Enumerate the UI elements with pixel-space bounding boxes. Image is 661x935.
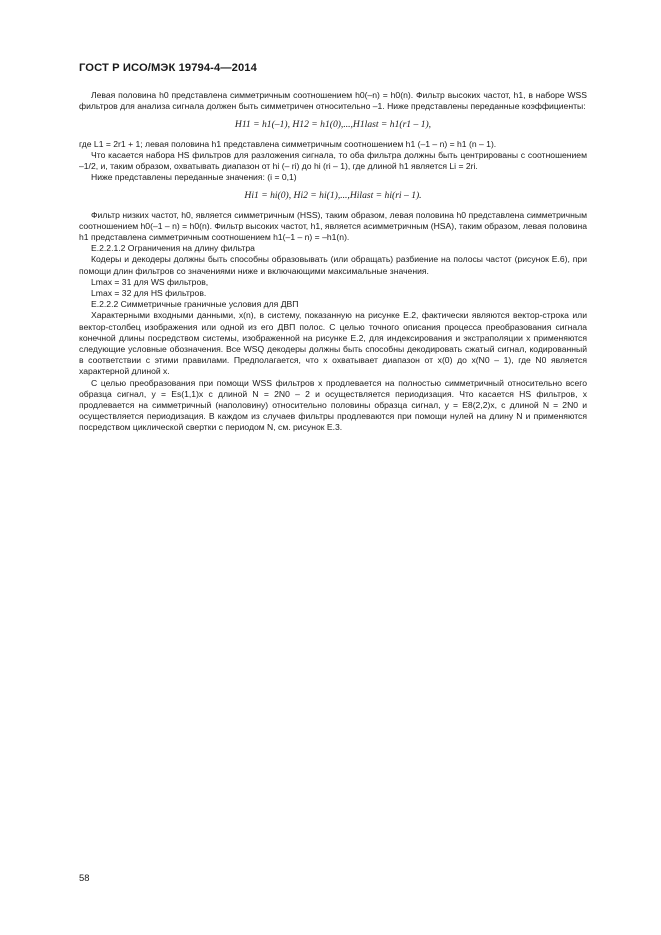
paragraph-5: Фильтр низких частот, h0, является симметричным (HSS), таким образом, левая половина h0 представлена симметричным соотношением h0(–1 – n) = h0(n). Фильтр высоких частот, h1, является асимметричным (HSA), таким образом, левая половина h1 представлена симметричным соотношением h1(–1 – n) = –h1(n).	[79, 209, 587, 243]
formula-h1: H11 = h1(–1), H12 = h1(0),...,H1last = h1(r1 – 1),	[234, 119, 432, 131]
lmax-ws: Lmax = 31 для WS фильтров,	[91, 276, 209, 287]
standard-header: ГОСТ Р ИСО/МЭК 19794-4—2014	[79, 62, 257, 74]
paragraph-6: Кодеры и декодеры должны быть способны образовывать (или обращать) разбиение на полосы частот (рисунок E.6), при помощи длин фильтров со значениями ниже и включающими максимальные значения.	[79, 254, 587, 276]
paragraph-4: Ниже представлены переданные значения: (i = 0,1)	[91, 172, 297, 183]
section-heading-boundary: E.2.2.2 Симметричные граничные условия для ДВП	[91, 299, 299, 310]
paragraph-7: Характерными входными данными, x(n), в систему, показанную на рисунке E.2, фактически являются вектор-строка или вектор-столбец изображения или одной из его ДВП полос. С целью точного описания процесса преобразования сигнала конечной длины посредством системы, изображенной на рисунке E.2, для индексирования и экстраполяции x применяются следующие условные обозначения. Все WSQ декодеры должны быть способны декодировать сжатый сигнал, кодированный в соответствии с этими правилами. Предполагается, что x охватывает диапазон от x(0) до x(N0 – 1), где N0 является характерной длиной x.	[79, 310, 587, 377]
formula-hi: Hi1 = hi(0), Hi2 = hi(1),...,Hilast = hi(ri – 1).	[244, 190, 422, 202]
lmax-hs: Lmax = 32 для HS фильтров.	[91, 288, 207, 299]
paragraph-3: Что касается набора HS фильтров для разложения сигнала, то оба фильтра должны быть центрированы с соотношением –1/2, и, таким образом, охватывать диапазон от hi (– ri) до hi (ri – 1), где длиной h1 является Li = 2ri.	[79, 149, 587, 172]
paragraph-8: С целью преобразования при помощи WSS фильтров x продлевается на полностью симметричный относительно всего образца сигнал, y = Es(1,1)x с длиной N = 2N0 – 2 и осуществляется периодизация. Что касается HS фильтров, x продлевается на симметричный (наполовину) относительно половины образца сигнал, y = E8(2,2)x, с длиной N = 2N0 и осуществляется периодизация. В каждом из случаев фильтры продлеваются при помощи нулей на длину N и применяются посредством циклической свертки с периодом N, см. рисунок E.3.	[79, 377, 587, 433]
page-number: 58	[79, 872, 90, 883]
section-heading-filter-length: E.2.2.1.2 Ограничения на длину фильтра	[91, 243, 255, 254]
document-body	[79, 90, 587, 434]
paragraph-2: где L1 = 2r1 + 1; левая половина h1 представлена симметричным соотношением h1 (–1 – n) = h1 (n – 1).	[79, 138, 497, 149]
paragraph-1: Левая половина h0 представлена симметричным соотношением h0(–n) = h0(n). Фильтр высоких частот, h1, в наборе WSS фильтров для анализа сигнала должен быть симметричен относительно –1. Ниже представлены переданные коэффициенты:	[79, 90, 587, 112]
